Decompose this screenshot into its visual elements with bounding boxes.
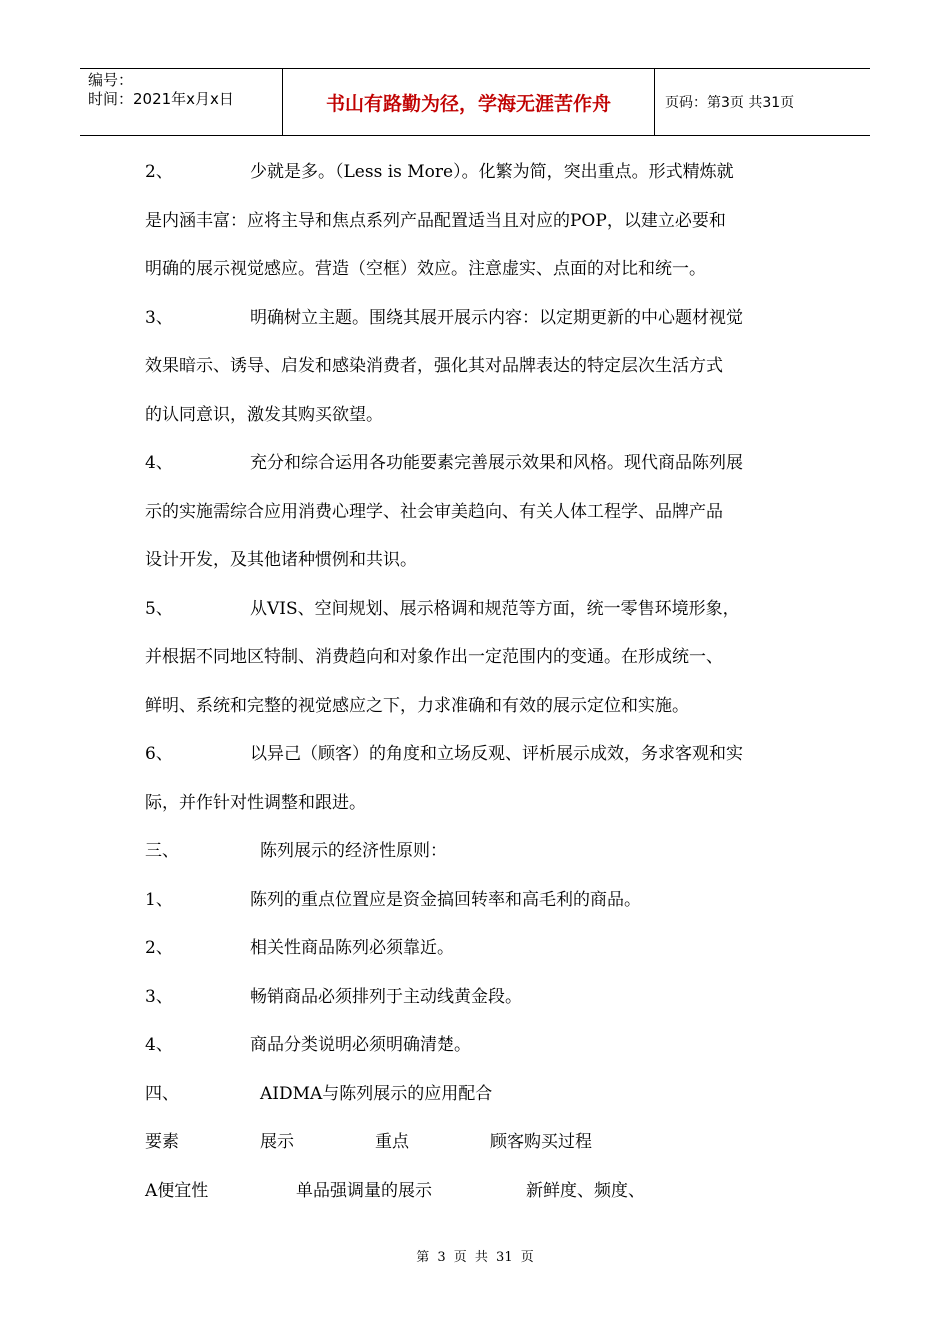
item-number: 四、 xyxy=(145,1083,179,1104)
text-line xyxy=(145,876,810,925)
table-header-cell: 重点 xyxy=(375,1132,409,1152)
table-header-cell: 展示 xyxy=(260,1132,294,1152)
time-label: 时间：2021年x月x日 xyxy=(88,90,234,108)
text-line xyxy=(145,391,810,440)
text-line xyxy=(145,973,810,1022)
line-text: 际，并作针对性调整和跟进。 xyxy=(145,792,366,813)
table-header-row xyxy=(145,1118,810,1167)
table-row xyxy=(145,1167,810,1216)
line-text: 陈列的重点位置应是资金搞回转率和高毛利的商品。 xyxy=(250,889,641,910)
line-text: 明确树立主题。围绕其展开展示内容：以定期更新的中心题材视觉 xyxy=(250,307,743,328)
text-line xyxy=(145,342,810,391)
text-line xyxy=(145,1070,810,1119)
item-number: 5、 xyxy=(145,598,173,619)
document-body xyxy=(145,148,810,1215)
text-line xyxy=(145,197,810,246)
text-line xyxy=(145,682,810,731)
line-text: 畅销商品必须排列于主动线黄金段。 xyxy=(250,986,522,1007)
text-line xyxy=(145,730,810,779)
text-line xyxy=(145,488,810,537)
line-text: 以异己（顾客）的角度和立场反观、评析展示成效，务求客观和实 xyxy=(250,744,743,764)
line-text: 充分和综合运用各功能要素完善展示效果和风格。现代商品陈列展 xyxy=(250,453,743,473)
item-number: 2、 xyxy=(145,162,173,182)
text-line xyxy=(145,294,810,343)
line-text: 并根据不同地区特制、消费趋向和对象作出一定范围内的变通。在形成统一、 xyxy=(145,647,723,667)
item-number: 1、 xyxy=(145,889,173,910)
line-text: 明确的展示视觉感应。营造（空框）效应。注意虚实、点面的对比和统一。 xyxy=(145,259,706,279)
line-text: 是内涵丰富：应将主导和焦点系列产品配置适当且对应的POP，以建立必要和 xyxy=(145,210,726,231)
text-line xyxy=(145,827,810,876)
text-line xyxy=(145,1021,810,1070)
text-line xyxy=(145,245,810,294)
line-text: 从VIS、空间规划、展示格调和规范等方面，统一零售环境形象， xyxy=(250,598,740,619)
item-number: 3、 xyxy=(145,307,173,328)
line-text: 鲜明、系统和完整的视觉感应之下，力求准确和有效的展示定位和实施。 xyxy=(145,695,689,716)
number-label: 编号： xyxy=(88,71,134,89)
line-text: 陈列展示的经济性原则： xyxy=(260,841,447,861)
item-number: 4、 xyxy=(145,1035,173,1055)
table-header-cell: 要素 xyxy=(145,1132,179,1152)
table-header-cell: 顾客购买过程 xyxy=(490,1132,592,1152)
text-line xyxy=(145,633,810,682)
line-text: 效果暗示、诱导、启发和感染消费者，强化其对品牌表达的特定层次生活方式 xyxy=(145,356,723,376)
item-number: 4、 xyxy=(145,453,173,473)
table-cell: 单品强调量的展示 xyxy=(296,1180,432,1201)
text-line xyxy=(145,779,810,828)
table-cell: 新鲜度、频度、 xyxy=(526,1180,645,1201)
header-motto: 书山有路勤为径，学海无涯苦作舟 xyxy=(282,69,655,135)
table-cell: A便宜性 xyxy=(145,1180,209,1201)
line-text: 少就是多。（Less is More）。化繁为简，突出重点。形式精炼就 xyxy=(250,162,734,182)
header-page-info: 页码：第3页 共31页 xyxy=(665,95,795,111)
text-line xyxy=(145,536,810,585)
line-text: 的认同意识，激发其购买欲望。 xyxy=(145,404,383,425)
paragraph-lines xyxy=(145,148,810,1118)
line-text: AIDMA与陈列展示的应用配合 xyxy=(260,1083,493,1104)
header-meta xyxy=(80,69,282,135)
text-line xyxy=(145,924,810,973)
item-number: 6、 xyxy=(145,744,173,764)
item-number: 三、 xyxy=(145,841,179,861)
page-header xyxy=(80,68,870,136)
line-text: 商品分类说明必须明确清楚。 xyxy=(250,1035,471,1055)
line-text: 相关性商品陈列必须靠近。 xyxy=(250,938,454,958)
text-line xyxy=(145,585,810,634)
line-text: 示的实施需综合应用消费心理学、社会审美趋向、有关人体工程学、品牌产品 xyxy=(145,501,723,522)
page-footer: 第 3 页 共 31 页 xyxy=(416,1250,534,1265)
text-line xyxy=(145,148,810,197)
item-number: 3、 xyxy=(145,986,173,1007)
item-number: 2、 xyxy=(145,938,173,958)
text-line xyxy=(145,439,810,488)
line-text: 设计开发，及其他诸种惯例和共识。 xyxy=(145,550,417,570)
